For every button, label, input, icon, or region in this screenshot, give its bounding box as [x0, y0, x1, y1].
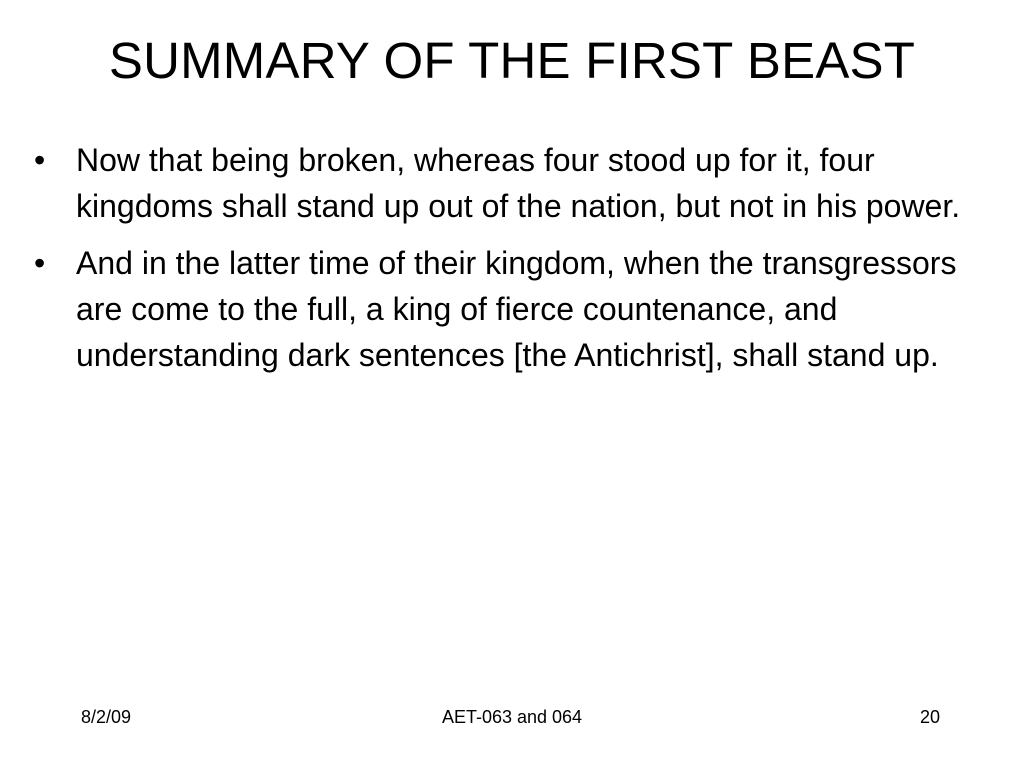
- bullet-item: [30, 137, 1005, 229]
- bullet-list: [30, 137, 1005, 389]
- bullet-icon: •: [34, 142, 46, 178]
- bullet-item: [30, 240, 1005, 378]
- bullet-text: And in the latter time of their kingdom, when the transgressors are come to the full, a king of fierce countenance, and understanding dark sentences [the Antichrist], shall stand up.: [76, 245, 957, 373]
- slide-title: SUMMARY OF THE FIRST BEAST: [108, 32, 916, 89]
- footer-title: AET-063 and 064: [441, 707, 583, 727]
- bullet-icon: •: [34, 245, 46, 281]
- footer-date: 8/2/09: [81, 707, 132, 727]
- page-number: 20: [919, 707, 940, 727]
- bullet-text: Now that being broken, whereas four stood up for it, four kingdoms shall stand up out of the nation, but not in his power.: [76, 142, 961, 224]
